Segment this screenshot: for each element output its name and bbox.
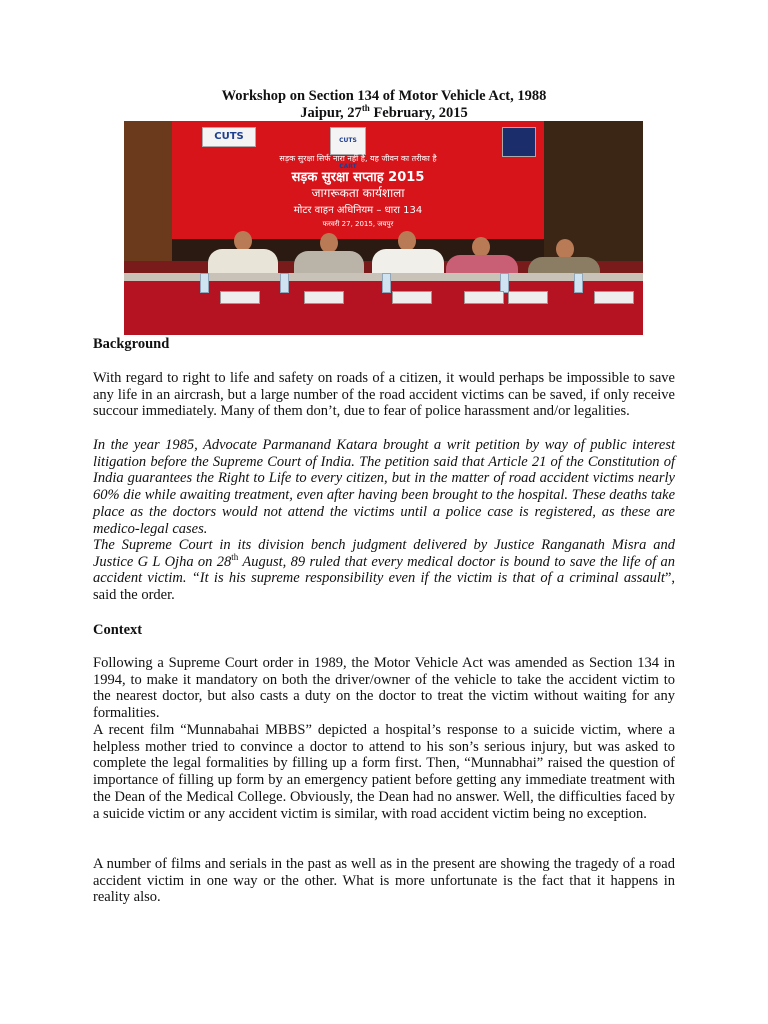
- banner-subtitle: जागरूकता कार्यशाला: [311, 186, 405, 200]
- context-paragraph-1: Following a Supreme Court order in 1989, the Motor Vehicle Act was amended as Section 134 in 1994, to make it mandatory on both the driver/owner of the vehicle to take the accident victim to the nearest doctor, but also casts a duty on the doctor to treat the victim without waiting for any formalities.: [93, 655, 675, 722]
- workshop-banner: [172, 121, 544, 239]
- cuts-logo: CUTS: [202, 127, 256, 147]
- background-paragraph-2: [93, 437, 675, 537]
- document-title: [0, 88, 768, 122]
- background-paragraph-1: With regard to right to life and safety on roads of a citizen, it would perhaps be impossible to save any life in an aircrash, but a large number of the road accident victims can be saved, if only receive succour immediately. Many of them don’t, due to fear of police harassment and/or legalities.: [93, 370, 675, 420]
- title-line-1: Workshop on Section 134 of Motor Vehicle Act, 1988: [221, 88, 547, 104]
- title-line-2: [0, 105, 768, 122]
- background-p3-part-a: The Supreme Court in its division bench judgment delivered by Justice Ranganath Misra and Justice G L Ojha on 28: [93, 537, 675, 570]
- water-bottle: [200, 273, 209, 293]
- water-bottle: [500, 273, 509, 293]
- background-p3-part-c: ”, said the order.: [93, 570, 675, 604]
- title-place: Jaipur, 27: [300, 105, 362, 121]
- nameplate: [464, 291, 504, 304]
- nameplate: [594, 291, 634, 304]
- context-paragraph-3: A number of films and serials in the past as well as in the present are showing the tragedy of a road accident victim in one way or the other. What is more unfortunate is the fact that it happens in reality also.: [93, 856, 675, 906]
- background-paragraph-2-text: In the year 1985, Advocate Parmanand Katara brought a writ petition by way of public interest litigation before the Supreme Court of India. The petition said that Article 21 of the Constitution of India guarantees the Right to Life to every citizen, but in the matter of road accident victims nearly 60% die while awaiting treatment, even after having been brought to the hospital. These deaths take place as the doctors would not attend the victims until a police case is registered, as these are medico-legal cases.: [93, 437, 675, 537]
- banner-title: सड़क सुरक्षा सप्ताह 2015: [291, 170, 425, 185]
- water-bottle: [382, 273, 391, 293]
- water-bottle: [280, 273, 289, 293]
- title-sup: th: [361, 103, 370, 114]
- court-quote: It is his supreme responsibility even if the victim is that of a criminal assault: [199, 570, 665, 587]
- background-heading: Background: [93, 336, 170, 352]
- background-p3-sup: th: [231, 551, 239, 562]
- banner-section: मोटर वाहन अधिनियम – धारा 134: [293, 205, 423, 216]
- workshop-photo: [124, 121, 643, 335]
- background-paragraph-3: [93, 537, 675, 604]
- cuts-cart-logo: CUTS CART: [330, 127, 366, 155]
- nameplate: [392, 291, 432, 304]
- nameplate: [220, 291, 260, 304]
- background-p3-part-b: August, 89 ruled that every medical doctor is bound to save the life of an accident victim. “: [93, 553, 676, 587]
- nameplate: [508, 291, 548, 304]
- context-heading: Context: [93, 622, 143, 638]
- context-paragraph-2: A recent film “Munnabahai MBBS” depicted a hospital’s response to a suicide victim, where a helpless mother tried to convince a doctor to attend to his son’s serious injury, but was asked to complete the legal formalities by filling up a form first. Then, “Munnabhai” raised the question of importance of filling up form by an emergency patient before getting any immediate treatment with the Dean of the Medical College. Obviously, the Dean had no answer. Well, the difficulties faced by a suicide victim or any accident victim is similar, with road accident victim being no exception.: [93, 722, 675, 822]
- nameplate: [304, 291, 344, 304]
- water-bottle: [574, 273, 583, 293]
- banner-slogan: सड़क सुरक्षा सिर्फ नारा नहीं है, यह जीवन का तरीका है: [279, 154, 437, 163]
- title-date: February, 2015: [369, 105, 468, 121]
- banner-date: फरवरी 27, 2015, जयपुर: [322, 220, 394, 228]
- wall-panel-left: [124, 121, 172, 261]
